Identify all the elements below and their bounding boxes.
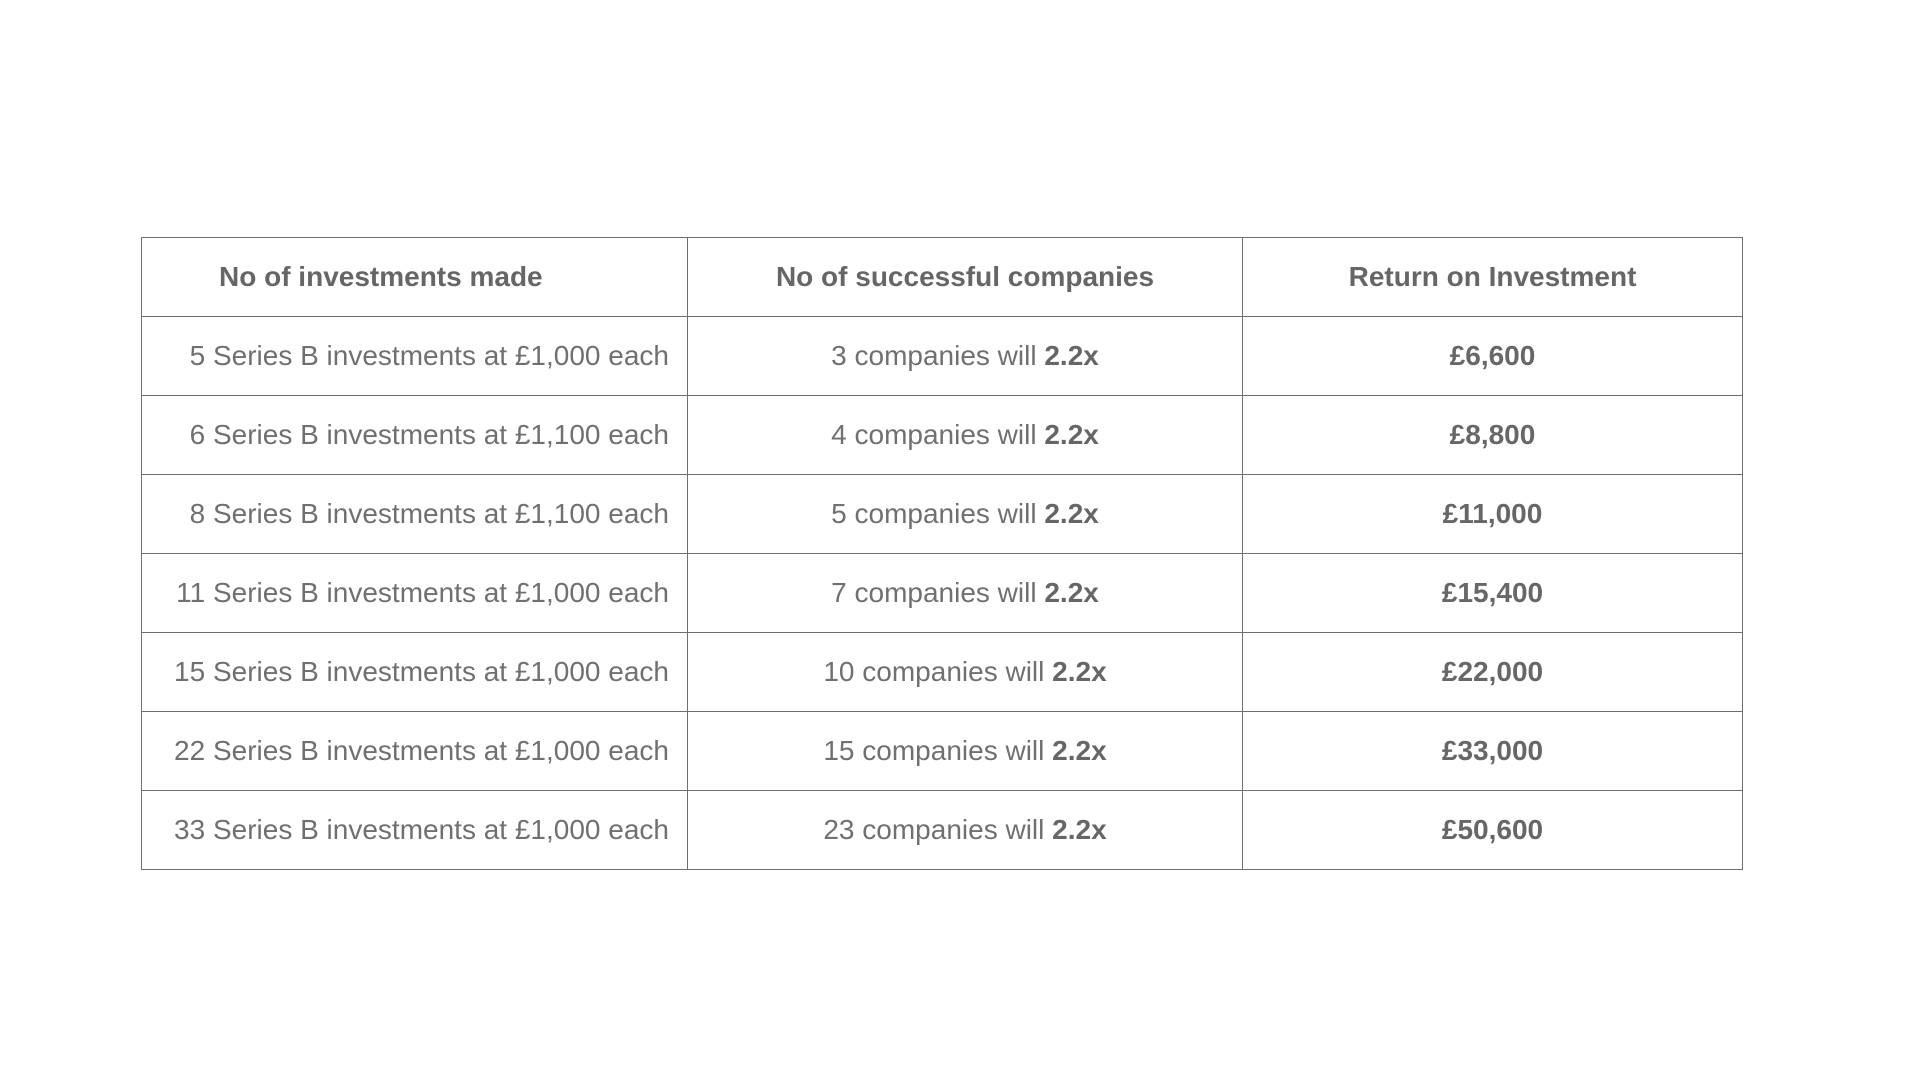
successful-text: 15 companies will — [823, 735, 1053, 766]
investments-cell: 15 Series B investments at £1,000 each — [142, 633, 688, 712]
investments-cell: 11 Series B investments at £1,000 each — [142, 554, 688, 633]
successful-text: 3 companies will — [831, 340, 1045, 371]
return-cell: £15,400 — [1243, 554, 1743, 633]
successful-text: 4 companies will — [831, 419, 1045, 450]
header-return-on-investment: Return on Investment — [1243, 238, 1743, 317]
table-header — [142, 238, 1743, 317]
successful-cell — [688, 791, 1243, 870]
successful-cell — [688, 633, 1243, 712]
table-body — [142, 317, 1743, 870]
multiplier-value: 2.2x — [1052, 735, 1107, 766]
multiplier-value: 2.2x — [1044, 419, 1099, 450]
multiplier-value: 2.2x — [1052, 814, 1107, 845]
return-cell: £33,000 — [1243, 712, 1743, 791]
successful-cell — [688, 396, 1243, 475]
return-cell: £50,600 — [1243, 791, 1743, 870]
successful-cell — [688, 554, 1243, 633]
multiplier-value: 2.2x — [1044, 340, 1099, 371]
investments-cell: 8 Series B investments at £1,100 each — [142, 475, 688, 554]
successful-text: 23 companies will — [823, 814, 1053, 845]
multiplier-value: 2.2x — [1044, 577, 1099, 608]
return-cell: £6,600 — [1243, 317, 1743, 396]
header-successful-companies: No of successful companies — [688, 238, 1243, 317]
table-row — [142, 791, 1743, 870]
successful-cell — [688, 712, 1243, 791]
return-cell: £11,000 — [1243, 475, 1743, 554]
return-cell: £22,000 — [1243, 633, 1743, 712]
investments-cell: 5 Series B investments at £1,000 each — [142, 317, 688, 396]
investments-cell: 22 Series B investments at £1,000 each — [142, 712, 688, 791]
return-cell: £8,800 — [1243, 396, 1743, 475]
multiplier-value: 2.2x — [1052, 656, 1107, 687]
table-row — [142, 712, 1743, 791]
table-row — [142, 475, 1743, 554]
header-investments-made: No of investments made — [142, 238, 688, 317]
multiplier-value: 2.2x — [1044, 498, 1099, 529]
table-row — [142, 396, 1743, 475]
successful-cell — [688, 317, 1243, 396]
investments-cell: 6 Series B investments at £1,100 each — [142, 396, 688, 475]
header-row — [142, 238, 1743, 317]
successful-text: 5 companies will — [831, 498, 1045, 529]
table-row — [142, 317, 1743, 396]
successful-text: 10 companies will — [823, 656, 1053, 687]
table-row — [142, 554, 1743, 633]
table-row — [142, 633, 1743, 712]
successful-cell — [688, 475, 1243, 554]
successful-text: 7 companies will — [831, 577, 1045, 608]
roi-table — [141, 237, 1743, 870]
investments-cell: 33 Series B investments at £1,000 each — [142, 791, 688, 870]
